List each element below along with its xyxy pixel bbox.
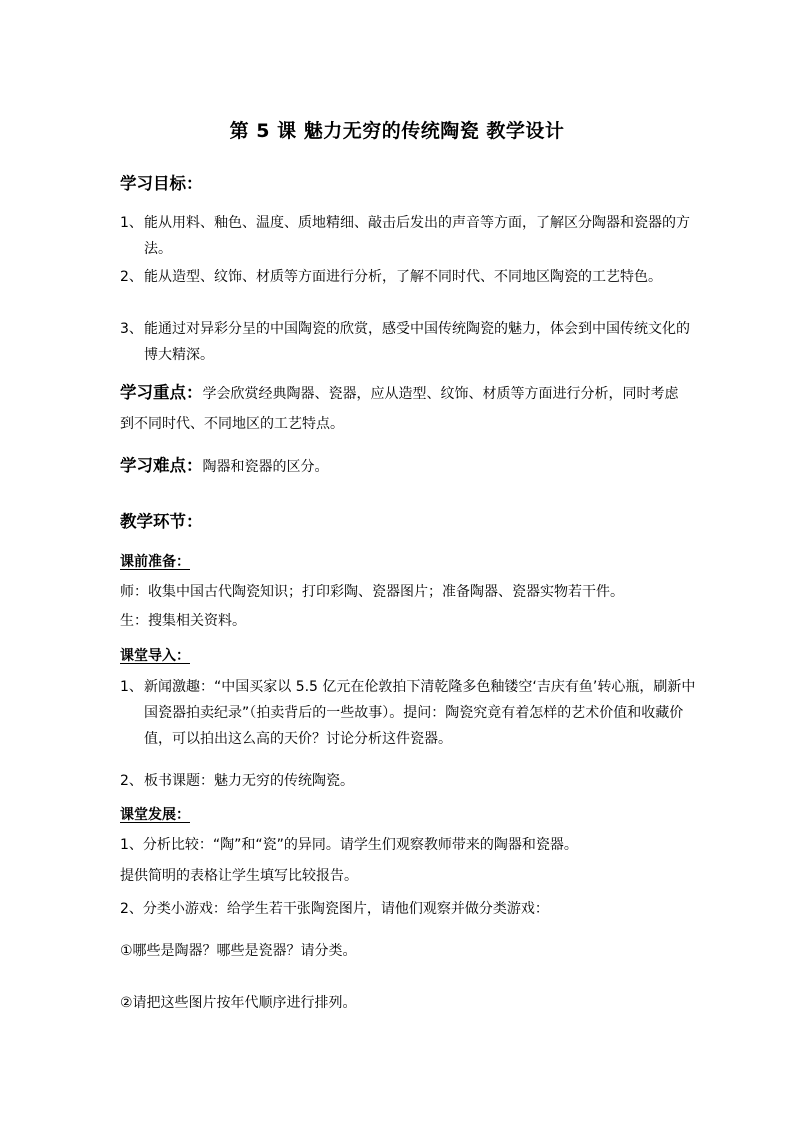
objective-item-3 (120, 316, 700, 368)
intro-item-2 (120, 768, 700, 794)
document-title: 第 5 课 魅力无穷的传统陶瓷 教学设计 (229, 120, 565, 142)
intro-text: 板书课题：魅力无穷的传统陶瓷。 (144, 773, 354, 789)
difficulty-text: 陶器和瓷器的区分。 (202, 459, 329, 475)
develop-p3: 2、分类小游戏：给学生若干张陶瓷图片，请他们观察并做分类游戏： (120, 901, 549, 917)
intro-item-1 (120, 674, 700, 752)
develop-q2: ②请把这些图片按年代顺序进行排列。 (120, 995, 357, 1011)
intro-heading: 课堂导入： (120, 648, 190, 664)
process-heading: 教学环节： (120, 512, 203, 531)
difficulty-label: 学习难点： (120, 456, 203, 475)
develop-p2: 提供简明的表格让学生填写比较报告。 (120, 868, 358, 884)
develop-q1: ①哪些是陶器？哪些是瓷器？请分类。 (120, 943, 357, 959)
difficulty-paragraph (120, 452, 680, 481)
key-point-text: 学会欣赏经典陶器、瓷器，应从造型、纹饰、材质等方面进行分析，同时考虑到不同时代、不同地区的工艺特点。 (120, 386, 679, 432)
key-point-paragraph (120, 378, 680, 439)
develop-p1: 1、分析比较：“陶”和“瓷”的异同。请学生们观察教师带来的陶器和瓷器。 (120, 837, 578, 853)
objectives-heading: 学习目标： (120, 174, 203, 193)
intro-num: 1、 (120, 679, 143, 695)
objective-num: 3、 (120, 321, 143, 337)
objective-text: 能从造型、纹饰、材质等方面进行分析，了解不同时代、不同地区陶瓷的工艺特色。 (144, 269, 662, 285)
prep-heading: 课前准备： (120, 554, 190, 570)
objective-num: 2、 (120, 269, 143, 285)
intro-text: 新闻激趣：“中国买家以 5.5 亿元在伦敦拍下清乾隆多色釉镂空‘吉庆有鱼’转心瓶，刷新中国瓷器拍卖纪录”（拍卖背后的一些故事）。提问：陶瓷究竟有着怎样的艺术价值和收藏价值，可以拍出这么高的天价？讨论分析这件瓷器。 (144, 679, 696, 747)
key-point-label: 学习重点 (120, 383, 186, 402)
objective-text: 能从用料、釉色、温度、质地精细、敲击后发出的声音等方面，了解区分陶器和瓷器的方法。 (144, 215, 690, 257)
intro-num: 2、 (120, 773, 143, 789)
objective-text: 能通过对异彩分呈的中国陶瓷的欣赏，感受中国传统陶瓷的魅力，体会到中国传统文化的博大精深。 (144, 321, 690, 363)
objective-item-1 (120, 210, 700, 262)
prep-student: 生：搜集相关资料。 (120, 613, 246, 629)
develop-heading: 课堂发展： (120, 807, 190, 823)
objective-num: 1、 (120, 215, 143, 231)
prep-teacher: 师：收集中国古代陶瓷知识；打印彩陶、瓷器图片；准备陶器、瓷器实物若干件。 (120, 584, 624, 600)
objective-item-2 (120, 264, 700, 290)
key-point-colon: ： (186, 383, 203, 402)
